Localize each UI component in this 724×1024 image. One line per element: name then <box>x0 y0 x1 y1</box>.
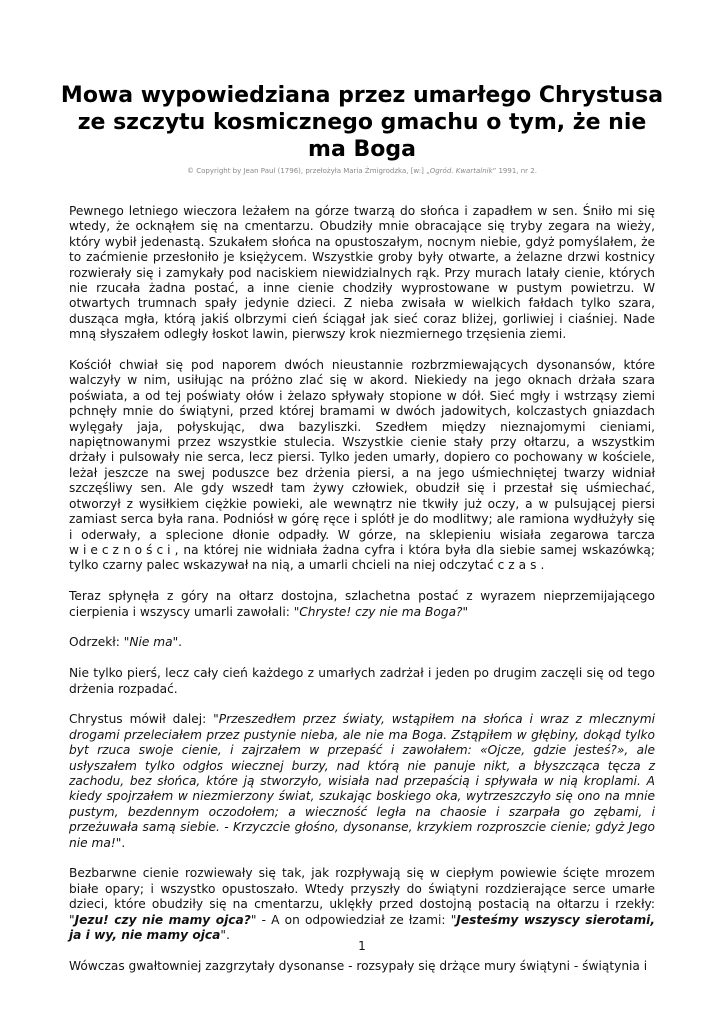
paragraph-1: Pewnego letniego wieczora leżałem na górze twarzą do słońca i zapadłem w sen. Śniło mi się wtedy, że ocknąłem się na cmentarzu. Obudziły mnie obracające się tryby zegara na wieży, który wybił jedenastą. Szukałem słońca na opustoszałym, nocnym niebie, gdyż pomyślałem, że to zaćmienie przesłoniło je księżycem. Wszystkie groby były otwarte, a żelazne drzwi kostnicy rozwierały się i zamykały pod naciskiem niewidzialnych rąk. Przy murach latały cienie, których nie rzucała żadna postać, a inne cienie chodziły wyprostowane w pustym powietrzu. W otwartych trumnach spały jedynie dzieci. Z nieba zwisała w wielkich fałdach tylko szara, dusząca mgła, którą jakiś olbrzymi cień ściągał jak sieć coraz bliżej, gorliwiej i ciaśniej. Nade mną słyszałem odległy łoskot lawin, pierwszy krok niezmiernego trzęsienia ziemi. <box>69 204 655 342</box>
document-body <box>69 204 655 990</box>
page-number: 1 <box>358 939 366 953</box>
spaced-word-time: czas <box>497 558 541 573</box>
copyright-text: © Copyright by Jean Paul (1796), przełożyła Maria Żmigrodzka, [w:] „ <box>187 167 430 175</box>
paragraph-2-end: . <box>540 558 545 573</box>
paragraph-7 <box>69 866 655 943</box>
paragraph-3-end: " <box>462 604 469 619</box>
paragraph-4-text: Odrzekł: " <box>69 635 130 650</box>
quote-children: Jezu! czy nie mamy ojca? <box>74 912 251 927</box>
paragraph-8: Wówczas gwałtowniej zazgrzytały dysonanse - rozsypały się drżące mury świątyni - świątynia i <box>69 958 648 973</box>
journal-name: Ogród. Kwartalnik <box>429 167 493 175</box>
paragraph-7-text: Bezbarwne cienie rozwiewały się tak, jak rozpływają się w ciepłym powiewie ścięte mrozem białe opary; i wszystko opustoszało. Wtedy przyszły do świątyni rozdzierające serce umarłe dzieci, które obudziły się na cmentarzu, uklękły przed dostojną postacią na ołtarzu i rzekły: " <box>69 866 655 927</box>
copyright-issue: ” 1991, nr 2. <box>492 167 537 175</box>
paragraph-2-text: Kościół chwiał się pod naporem dwóch nieustannie rozbrzmiewających dysonansów, które walczyły w nim, usiłując na próżno zlać się w akord. Niekiedy na jego oknach drżała szara poświata, a od tej poświaty ołów i żelazo spływały stopione w dół. Sieć mgły i wstrząsy ziemi pchnęły mnie do świątyni, przed której bramami w dwóch jadowitych, kolczastych gniazdach wylęgały jaja, połyskując, dwa bazyliszki. Szedłem między nieznajomymi cieniami, napiętnowanymi przez wszystkie stulecia. Wszystkie cienie stały przy ołtarzu, a wszystkim drżały i pulsowały nie serca, lecz piersi. Tylko jeden umarły, dopiero co pochowany w kościele, leżał jeszcze na swej poduszce bez drżenia piersi, a na jego uśmiechniętej twarzy widniał szczęśliwy sen. Ale gdy wszedł tam żywy człowiek, obudził się i przestał się uśmiechać, otworzył z wysiłkiem ciężkie powieki, ale wewnątrz nie tkwiły już oczy, a w pulsującej piersi zamiast serca była rana. Podniósł w górę ręce i splótł je do modlitwy; ale ramiona wydłużyły się i oderwały, a splecione dłonie odpadły. W górze, na sklepieniu wisiała zegarowa tarcza <box>69 358 655 542</box>
quote-question: Chryste! czy nie ma Boga? <box>299 604 463 619</box>
paragraph-3-text: Teraz spłynęła z góry na ołtarz dostojna, szlachetna postać z wyrazem nieprzemijającego cierpienia i wszyscy umarli zawołali: " <box>69 589 655 619</box>
quote-reply: Jesteśmy wszyscy sierotami, ja i wy, nie mamy ojca <box>69 912 655 942</box>
paragraph-7-text-cont: " - A on odpowiedział ze łzami: " <box>250 912 457 927</box>
spaced-word-eternity: wieczności <box>69 542 175 557</box>
quote-speech: Przeszedłem przez światy, wstąpiłem na słońca i wraz z mlecznymi drogami przeleciałem przez pustynie nieba, ale nie ma Boga. Zstąpiłem w głębiny, dokąd tylko byt rzuca swoje cienie, i zajrzałem w przepaść i zawołałem: «Ojcze, gdzie jesteś?», ale usłyszałem tylko odgłos wiecznej burzy, nad którą nie panuje nikt, a błyszcząca tęcza z zachodu, bez słońca, które ją stworzyło, wisiała nad przepaścią i spływała w nią kroplami. A kiedy spojrzałem w niezmierzony świat, szukając boskiego oka, wytrzeszczyło się ono na mnie pustym, bezdennym oczodołem; a wieczność legła na chaosie i szarpała go zębami, i przeżuwała samą siebie. - Krzyczcie głośno, dysonanse, krzykiem rozproszcie cienie; gdyż Jego nie ma! <box>69 712 655 850</box>
quote-answer: Nie ma <box>129 635 173 650</box>
paragraph-5: Nie tylko pierś, lecz cały cień każdego z umarłych zadrżał i jeden po drugim zaczęli się od tego drżenia rozpadać. <box>69 666 655 696</box>
copyright-note <box>60 166 664 176</box>
paragraph-7-end: ". <box>220 928 230 942</box>
paragraph-2-text-cont: , na której nie widniała żadna cyfra i która była dla siebie samej wskazówką; tylko czarny palec wskazywał na nią, a umarli chcieli na niej odczytać <box>69 542 655 573</box>
paragraph-6-text: Chrystus mówił dalej: " <box>69 712 219 727</box>
paragraph-6-end: ". <box>115 835 126 850</box>
paragraph-4-end: ". <box>172 635 183 650</box>
paragraph-3 <box>69 589 655 620</box>
paragraph-4 <box>69 635 655 650</box>
page-title: Mowa wypowiedziana przez umarłego Chrystusa ze szczytu kosmicznego gmachu o tym, że nie ma Boga <box>60 83 664 162</box>
paragraph-2 <box>69 358 655 574</box>
paragraph-6 <box>69 712 655 851</box>
